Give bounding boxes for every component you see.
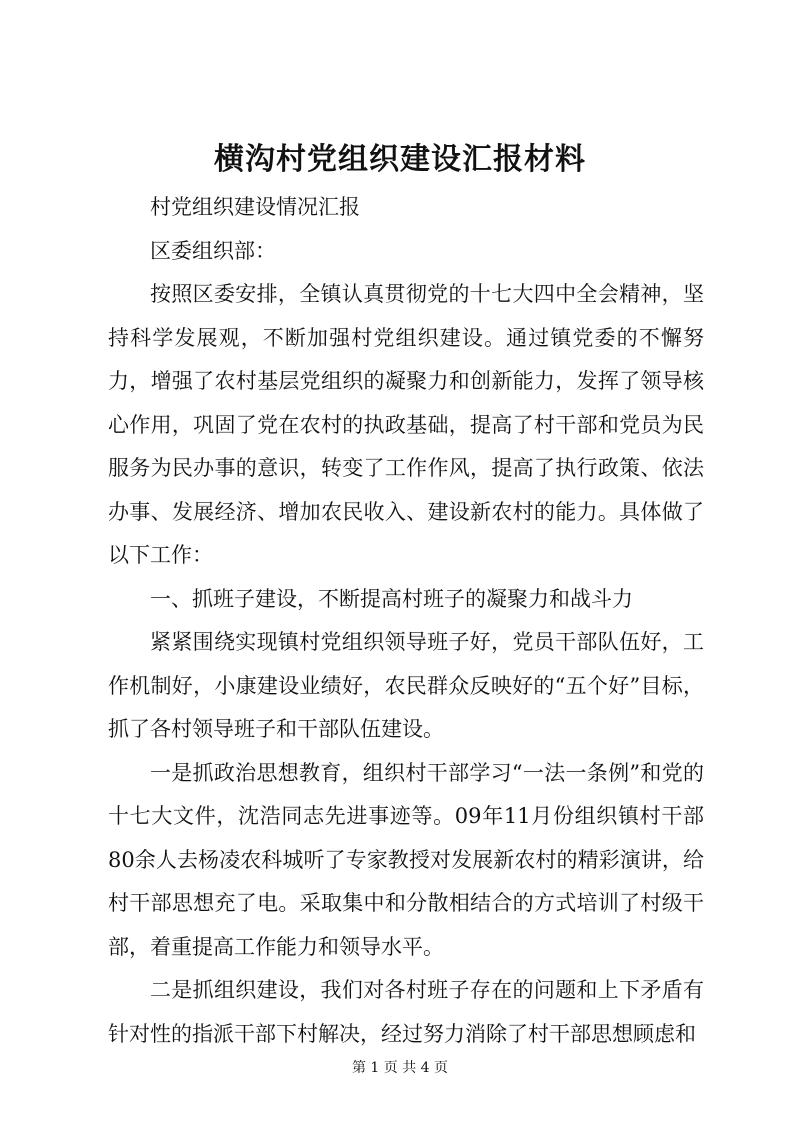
paragraph-goals: 紧紧围绕实现镇村党组织领导班子好，党员干部队伍好，工作机制好，小康建设业绩好，农民群众反映好的“五个好”目标，抓了各村领导班子和干部队伍建设。 (108, 630, 704, 741)
paragraph-organization: 二是抓组织建设，我们对各村班子存在的问题和上下矛盾有针对性的指派干部下村解决，经过努力消除了村干部思想顾虑和 (108, 978, 704, 1046)
paragraph-salutation: 区委组织部： (150, 238, 276, 263)
paragraph-education: 一是抓政治思想教育，组织村干部学习“一法一条例”和党的十七大文件，沈浩同志先进事迹等。09年11月份组织镇村干部80余人去杨凌农科城听了专家教授对发展新农村的精彩演讲，给村干部思想充了电。采取集中和分散相结合的方式培训了村级干部，着重提高工作能力和领导水平。 (108, 760, 704, 959)
paragraph-subtitle: 村党组织建设情况汇报 (150, 195, 360, 219)
paragraph-intro: 按照区委安排，全镇认真贯彻党的十七大四中全会精神，坚持科学发展观，不断加强村党组织建设。通过镇党委的不懈努力，增强了农村基层党组织的凝聚力和创新能力，发挥了领导核心作用，巩固了党在农村的执政基础，提高了村干部和党员为民服务为民办事的意识，转变了工作作风，提高了执行政策、依法办事、发展经济、增加农民收入、建设新农村的能力。具体做了以下工作： (108, 282, 704, 567)
page-footer: 第 1 页 共 4 页 (351, 1060, 449, 1076)
document-title: 横沟村党组织建设汇报材料 (214, 142, 586, 177)
document-body (108, 186, 704, 1056)
paragraph-section-heading: 一、抓班子建设，不断提高村班子的凝聚力和战斗力 (150, 586, 633, 611)
